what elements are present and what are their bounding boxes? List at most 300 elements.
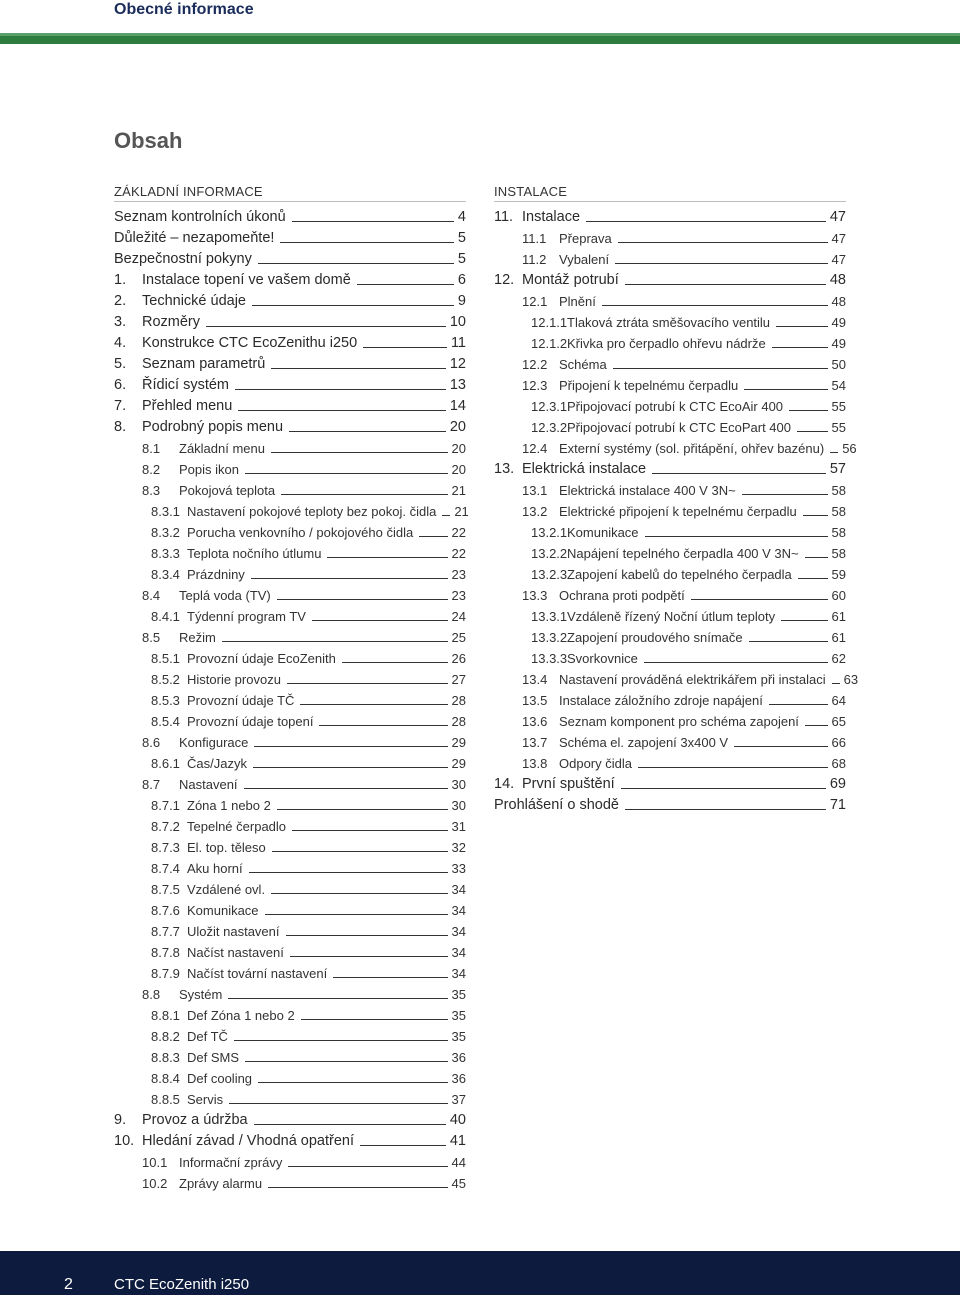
toc-entry[interactable] bbox=[114, 1170, 466, 1191]
toc-leader-line bbox=[268, 1187, 447, 1188]
toc-leader-line bbox=[618, 242, 828, 243]
toc-leader-line bbox=[245, 1061, 448, 1062]
toc-entry[interactable] bbox=[494, 309, 846, 330]
toc-leader-line bbox=[342, 662, 448, 663]
toc-entry-number: 13.8 bbox=[522, 756, 548, 771]
toc-entry-page: 62 bbox=[831, 651, 846, 666]
toc-entry-number: 8.7.9 bbox=[151, 966, 180, 981]
toc-entry-number: 8.3.2 bbox=[151, 525, 180, 540]
toc-entry-title: Nastavení pokojové teploty bez pokoj. čidla bbox=[187, 504, 437, 519]
toc-entry-number: 11.1 bbox=[522, 231, 547, 246]
toc-leader-line bbox=[798, 578, 828, 579]
toc-entry-number: 12.4 bbox=[522, 441, 548, 456]
toc-entry-title: Zóna 1 nebo 2 bbox=[187, 798, 271, 813]
toc-entry-title: Elektrické připojení k tepelnému čerpadlu bbox=[559, 504, 797, 519]
toc-entry[interactable] bbox=[494, 582, 846, 603]
toc-entry-number: 11. bbox=[494, 209, 514, 225]
toc-leader-line bbox=[602, 305, 828, 306]
toc-entry[interactable] bbox=[114, 792, 466, 813]
toc-leader-line bbox=[615, 263, 827, 264]
toc-entry[interactable] bbox=[494, 729, 846, 750]
toc-entry-number: 8.2 bbox=[142, 462, 161, 477]
toc-entry[interactable] bbox=[114, 309, 466, 330]
toc-leader-line bbox=[238, 410, 446, 411]
toc-entry-title: Křivka pro čerpadlo ohřevu nádrže bbox=[567, 336, 766, 351]
toc-entry-title: Vzdáleně řízený Noční útlum teploty bbox=[567, 609, 776, 624]
toc-entry-number: 10.1 bbox=[142, 1155, 168, 1170]
toc-entry[interactable] bbox=[114, 1107, 466, 1128]
toc-entry-number: 10.2 bbox=[142, 1176, 168, 1191]
toc-entry-page: 25 bbox=[451, 630, 466, 645]
toc-entry[interactable] bbox=[114, 687, 466, 708]
toc-entry-page: 69 bbox=[829, 776, 846, 792]
toc-entry[interactable] bbox=[114, 729, 466, 750]
header-section-title: Obecné informace bbox=[114, 1, 254, 18]
toc-entry-title: Podrobný popis menu bbox=[142, 419, 284, 435]
toc-leader-line bbox=[625, 809, 826, 810]
toc-entry-page: 6 bbox=[457, 272, 466, 288]
toc-entry-title: Vybalení bbox=[559, 252, 610, 267]
toc-entry[interactable] bbox=[494, 288, 846, 309]
toc-entry[interactable] bbox=[494, 519, 846, 540]
toc-entry-title: Zapojení kabelů do tepelného čerpadla bbox=[567, 567, 792, 582]
toc-entry-number: 8.7.8 bbox=[151, 945, 180, 960]
toc-entry-page: 21 bbox=[451, 483, 466, 498]
toc-entry-number: 13.2.1 bbox=[531, 525, 568, 540]
toc-leader-line bbox=[772, 347, 828, 348]
toc-leader-line bbox=[419, 536, 447, 537]
toc-entry[interactable] bbox=[114, 750, 466, 771]
toc-leader-line bbox=[638, 767, 828, 768]
toc-entry-page: 66 bbox=[831, 735, 846, 750]
toc-leader-line bbox=[286, 935, 448, 936]
toc-list bbox=[114, 204, 469, 1191]
toc-entry-number: 8.7.6 bbox=[151, 903, 180, 918]
toc-entry-number: 13.5 bbox=[522, 693, 548, 708]
toc-entry[interactable] bbox=[494, 204, 846, 225]
toc-entry-page: 34 bbox=[451, 903, 466, 918]
toc-entry-title: Hledání závad / Vhodná opatření bbox=[142, 1133, 355, 1149]
toc-leader-line bbox=[277, 809, 448, 810]
toc-leader-line bbox=[803, 515, 828, 516]
toc-entry-number: 8.8 bbox=[142, 987, 161, 1002]
toc-entry-page: 48 bbox=[829, 272, 846, 288]
toc-entry-number: 13.1 bbox=[522, 483, 548, 498]
toc-entry-page: 61 bbox=[831, 609, 846, 624]
toc-entry[interactable] bbox=[494, 246, 846, 267]
toc-entry-title: Připojení k tepelnému čerpadlu bbox=[559, 378, 739, 393]
toc-entry-number: 8.3 bbox=[142, 483, 161, 498]
toc-entry[interactable] bbox=[114, 918, 466, 939]
toc-entry-page: 32 bbox=[451, 840, 466, 855]
toc-entry[interactable] bbox=[494, 603, 846, 624]
header-green-bar-highlight bbox=[0, 33, 960, 36]
toc-entry-page: 36 bbox=[451, 1050, 466, 1065]
toc-entry-title: Uložit nastavení bbox=[187, 924, 280, 939]
toc-entry-title: Důležité – nezapomeňte! bbox=[114, 230, 275, 246]
toc-entry[interactable] bbox=[494, 393, 846, 414]
toc-entry-number: 8.5.3 bbox=[151, 693, 180, 708]
toc-entry-title: Porucha venkovního / pokojového čidla bbox=[187, 525, 414, 540]
toc-entry-page: 31 bbox=[451, 819, 466, 834]
toc-entry[interactable] bbox=[494, 498, 846, 519]
toc-leader-line bbox=[644, 662, 828, 663]
toc-entry[interactable] bbox=[114, 645, 466, 666]
toc-entry[interactable] bbox=[114, 939, 466, 960]
toc-entry-number: 4. bbox=[114, 335, 127, 351]
toc-entry-title: Čas/Jazyk bbox=[187, 756, 247, 771]
toc-leader-line bbox=[832, 683, 840, 684]
toc-leader-line bbox=[797, 431, 828, 432]
toc-entry[interactable] bbox=[114, 603, 466, 624]
toc-entry-page: 30 bbox=[451, 798, 466, 813]
toc-entry-page: 58 bbox=[831, 546, 846, 561]
toc-leader-line bbox=[229, 1103, 447, 1104]
toc-entry-page: 65 bbox=[831, 714, 846, 729]
toc-entry[interactable] bbox=[114, 246, 466, 267]
toc-entry-title: Načíst tovární nastavení bbox=[187, 966, 328, 981]
toc-leader-line bbox=[613, 368, 828, 369]
toc-entry[interactable] bbox=[494, 561, 846, 582]
toc-leader-line bbox=[301, 1019, 448, 1020]
toc-leader-line bbox=[288, 1166, 447, 1167]
toc-entry[interactable] bbox=[114, 225, 466, 246]
toc-leader-line bbox=[258, 1082, 447, 1083]
toc-entry-page: 5 bbox=[457, 230, 466, 246]
toc-leader-line bbox=[252, 305, 454, 306]
toc-leader-line bbox=[272, 851, 448, 852]
toc-entry[interactable] bbox=[114, 1002, 466, 1023]
toc-entry[interactable] bbox=[114, 1086, 466, 1107]
toc-entry[interactable] bbox=[114, 876, 466, 897]
toc-entry-number: 12. bbox=[494, 272, 515, 288]
toc-entry-title: Provozní údaje TČ bbox=[187, 693, 295, 708]
toc-entry-number: 2. bbox=[114, 293, 127, 309]
toc-leader-line bbox=[271, 893, 447, 894]
toc-leader-line bbox=[333, 977, 447, 978]
toc-entry[interactable] bbox=[114, 393, 466, 414]
toc-entry[interactable] bbox=[494, 708, 846, 729]
toc-leader-line bbox=[254, 1124, 446, 1125]
toc-entry-number: 8.1 bbox=[142, 441, 161, 456]
toc-entry-number: 8.5.4 bbox=[151, 714, 180, 729]
toc-leader-line bbox=[300, 704, 447, 705]
toc-entry[interactable] bbox=[114, 1044, 466, 1065]
toc-entry[interactable] bbox=[494, 372, 846, 393]
toc-entry-page: 59 bbox=[831, 567, 846, 582]
toc-entry-page: 34 bbox=[451, 966, 466, 981]
toc-entry-number: 13.2 bbox=[522, 504, 548, 519]
toc-entry-page: 41 bbox=[449, 1133, 466, 1149]
toc-entry-number: 10. bbox=[114, 1133, 135, 1149]
toc-leader-line bbox=[292, 830, 448, 831]
toc-entry-number: 12.1.2 bbox=[531, 336, 568, 351]
toc-entry[interactable] bbox=[494, 771, 846, 792]
toc-entry[interactable] bbox=[494, 645, 846, 666]
toc-entry[interactable] bbox=[114, 1065, 466, 1086]
toc-leader-line bbox=[234, 1040, 448, 1041]
toc-entry-page: 36 bbox=[451, 1071, 466, 1086]
toc-entry-page: 58 bbox=[831, 525, 846, 540]
toc-entry-page: 68 bbox=[831, 756, 846, 771]
toc-entry-title: Def TČ bbox=[187, 1029, 228, 1044]
toc-entry[interactable] bbox=[114, 351, 466, 372]
toc-list bbox=[494, 204, 859, 813]
toc-entry-title: Instalace bbox=[522, 209, 581, 225]
toc-entry-page: 28 bbox=[451, 714, 466, 729]
toc-entry[interactable] bbox=[114, 435, 466, 456]
toc-leader-line bbox=[442, 515, 450, 516]
toc-entry-title: Servis bbox=[187, 1092, 224, 1107]
toc-entry[interactable] bbox=[114, 414, 466, 435]
toc-leader-line bbox=[244, 788, 448, 789]
toc-entry-title: Provoz a údržba bbox=[142, 1112, 248, 1128]
toc-entry-number: 13.3 bbox=[522, 588, 548, 603]
toc-leader-line bbox=[280, 242, 454, 243]
toc-entry-number: 8. bbox=[114, 419, 127, 435]
toc-entry-number: 13. bbox=[494, 461, 515, 477]
toc-leader-line bbox=[621, 788, 826, 789]
toc-entry-page: 12 bbox=[449, 356, 466, 372]
toc-entry[interactable] bbox=[494, 750, 846, 771]
toc-entry-page: 49 bbox=[831, 315, 846, 330]
toc-leader-line bbox=[789, 410, 827, 411]
toc-entry-number: 13.2.3 bbox=[531, 567, 568, 582]
toc-entry[interactable] bbox=[114, 813, 466, 834]
toc-entry-title: Plnění bbox=[559, 294, 596, 309]
toc-leader-line bbox=[830, 452, 838, 453]
toc-entry[interactable] bbox=[114, 981, 466, 1002]
section-heading: ZÁKLADNÍ INFORMACE bbox=[114, 182, 466, 202]
toc-entry-title: Vzdálené ovl. bbox=[187, 882, 266, 897]
toc-entry-page: 4 bbox=[457, 209, 466, 225]
toc-leader-line bbox=[805, 725, 828, 726]
toc-entry-number: 8.7.5 bbox=[151, 882, 180, 897]
toc-entry-number: 8.3.1 bbox=[151, 504, 180, 519]
toc-entry-title: Def cooling bbox=[187, 1071, 253, 1086]
toc-leader-line bbox=[625, 284, 826, 285]
toc-entry-page: 14 bbox=[449, 398, 466, 414]
toc-entry[interactable] bbox=[114, 267, 466, 288]
toc-entry-number: 8.6 bbox=[142, 735, 161, 750]
toc-entry[interactable] bbox=[114, 771, 466, 792]
toc-entry-number: 8.7.7 bbox=[151, 924, 180, 939]
toc-entry-title: Komunikace bbox=[187, 903, 259, 918]
toc-entry-page: 45 bbox=[451, 1176, 466, 1191]
toc-leader-line bbox=[749, 641, 828, 642]
toc-leader-line bbox=[251, 578, 448, 579]
toc-entry[interactable] bbox=[114, 582, 466, 603]
toc-entry-number: 12.3 bbox=[522, 378, 548, 393]
toc-entry-title: Režim bbox=[179, 630, 216, 645]
toc-entry-page: 35 bbox=[451, 1008, 466, 1023]
toc-leader-line bbox=[271, 452, 448, 453]
toc-entry-page: 23 bbox=[451, 567, 466, 582]
toc-entry[interactable] bbox=[114, 666, 466, 687]
toc-leader-line bbox=[228, 998, 447, 999]
toc-entry-title: Systém bbox=[179, 987, 223, 1002]
toc-entry-page: 33 bbox=[451, 861, 466, 876]
toc-entry[interactable] bbox=[494, 267, 846, 288]
toc-entry-number: 8.5.1 bbox=[151, 651, 180, 666]
toc-leader-line bbox=[586, 221, 826, 222]
toc-leader-line bbox=[805, 557, 828, 558]
toc-entry-title: Seznam komponent pro schéma zapojení bbox=[559, 714, 799, 729]
toc-entry-title: Schéma bbox=[559, 357, 607, 372]
toc-entry-number: 12.1.1 bbox=[531, 315, 568, 330]
toc-entry-number: 12.3.2 bbox=[531, 420, 568, 435]
toc-entry[interactable] bbox=[114, 960, 466, 981]
toc-entry-title: Připojovací potrubí k CTC EcoPart 400 bbox=[567, 420, 791, 435]
toc-entry-page: 60 bbox=[831, 588, 846, 603]
toc-entry[interactable] bbox=[494, 540, 846, 561]
toc-leader-line bbox=[742, 494, 828, 495]
toc-entry[interactable] bbox=[114, 834, 466, 855]
toc-entry-page: 20 bbox=[451, 441, 466, 456]
toc-leader-line bbox=[235, 389, 446, 390]
toc-entry-page: 27 bbox=[451, 672, 466, 687]
toc-entry-number: 8.7.2 bbox=[151, 819, 180, 834]
toc-entry-page: 55 bbox=[831, 420, 846, 435]
toc-entry-number: 13.3.1 bbox=[531, 609, 568, 624]
toc-entry[interactable] bbox=[114, 330, 466, 351]
toc-entry[interactable] bbox=[494, 687, 846, 708]
toc-entry-number: 1. bbox=[114, 272, 127, 288]
toc-entry-title: Tlaková ztráta směšovacího ventilu bbox=[567, 315, 771, 330]
toc-entry-number: 13.4 bbox=[522, 672, 548, 687]
toc-entry[interactable] bbox=[494, 666, 859, 687]
toc-entry-title: Historie provozu bbox=[187, 672, 281, 687]
toc-entry-number: 13.7 bbox=[522, 735, 548, 750]
toc-entry-page: 24 bbox=[451, 609, 466, 624]
toc-entry-title: Instalace topení ve vašem domě bbox=[142, 272, 351, 288]
toc-entry-page: 58 bbox=[831, 483, 846, 498]
toc-entry-page: 37 bbox=[451, 1092, 466, 1107]
toc-entry[interactable] bbox=[494, 456, 846, 477]
toc-entry-title: Odpory čidla bbox=[559, 756, 632, 771]
toc-entry[interactable] bbox=[114, 855, 466, 876]
toc-entry-page: 11 bbox=[450, 335, 466, 351]
toc-entry-page: 61 bbox=[831, 630, 846, 645]
toc-entry[interactable] bbox=[114, 456, 466, 477]
toc-leader-line bbox=[271, 368, 446, 369]
toc-entry[interactable] bbox=[494, 330, 846, 351]
toc-entry-page: 56 bbox=[842, 441, 857, 456]
toc-entry-number: 8.4.1 bbox=[151, 609, 180, 624]
toc-entry-title: Bezpečnostní pokyny bbox=[114, 251, 252, 267]
toc-leader-line bbox=[265, 914, 448, 915]
toc-entry-title: Seznam parametrů bbox=[142, 356, 266, 372]
toc-entry-title: Externí systémy (sol. přitápění, ohřev bazénu) bbox=[559, 441, 825, 456]
toc-entry-title: El. top. těleso bbox=[187, 840, 266, 855]
page-title: Obsah bbox=[114, 128, 183, 153]
toc-entry[interactable] bbox=[114, 1149, 466, 1170]
toc-leader-line bbox=[277, 599, 448, 600]
toc-entry-title: Popis ikon bbox=[179, 462, 239, 477]
toc-entry-title: Aku horní bbox=[187, 861, 243, 876]
toc-entry-page: 50 bbox=[831, 357, 846, 372]
toc-entry-number: 8.8.4 bbox=[151, 1071, 180, 1086]
toc-entry-page: 29 bbox=[451, 756, 466, 771]
toc-entry[interactable] bbox=[114, 561, 466, 582]
toc-entry-number: 8.7.4 bbox=[151, 861, 180, 876]
toc-leader-line bbox=[734, 746, 827, 747]
toc-entry-title: Def Zóna 1 nebo 2 bbox=[187, 1008, 295, 1023]
toc-entry-page: 44 bbox=[451, 1155, 466, 1170]
toc-entry-number: 5. bbox=[114, 356, 127, 372]
toc-entry-page: 10 bbox=[449, 314, 466, 330]
toc-entry-number: 14. bbox=[494, 776, 515, 792]
toc-leader-line bbox=[249, 872, 448, 873]
toc-entry-title: Nastavení bbox=[179, 777, 238, 792]
toc-entry-number: 12.1 bbox=[522, 294, 548, 309]
toc-entry[interactable] bbox=[114, 624, 466, 645]
toc-entry[interactable] bbox=[114, 897, 466, 918]
toc-entry-title: Prohlášení o shodě bbox=[494, 797, 619, 813]
toc-entry-title: Nastavení prováděná elektrikářem při instalaci bbox=[559, 672, 826, 687]
toc-leader-line bbox=[287, 683, 448, 684]
toc-entry[interactable] bbox=[494, 225, 846, 246]
toc-entry[interactable] bbox=[494, 792, 846, 813]
toc-entry-number: 8.5.2 bbox=[151, 672, 180, 687]
toc-entry[interactable] bbox=[114, 372, 466, 393]
toc-entry-page: 28 bbox=[451, 693, 466, 708]
toc-leader-line bbox=[290, 956, 448, 957]
toc-entry[interactable] bbox=[114, 540, 466, 561]
toc-entry[interactable] bbox=[114, 1023, 466, 1044]
toc-entry-title: Týdenní program TV bbox=[187, 609, 306, 624]
toc-entry[interactable] bbox=[114, 498, 469, 519]
toc-entry[interactable] bbox=[114, 477, 466, 498]
toc-entry[interactable] bbox=[114, 288, 466, 309]
toc-entry-page: 54 bbox=[831, 378, 846, 393]
toc-entry-title: Informační zprávy bbox=[179, 1155, 283, 1170]
toc-leader-line bbox=[254, 746, 447, 747]
toc-entry-number: 13.3.2 bbox=[531, 630, 568, 645]
toc-entry-title: Technické údaje bbox=[142, 293, 246, 309]
toc-entry-page: 58 bbox=[831, 504, 846, 519]
toc-entry-title: Rozměry bbox=[142, 314, 201, 330]
toc-entry-number: 8.3.3 bbox=[151, 546, 180, 561]
toc-entry[interactable] bbox=[494, 477, 846, 498]
toc-entry-number: 8.6.1 bbox=[151, 756, 180, 771]
toc-entry-number: 13.2.2 bbox=[531, 546, 568, 561]
toc-entry[interactable] bbox=[494, 435, 857, 456]
toc-entry[interactable] bbox=[494, 351, 846, 372]
section-heading: INSTALACE bbox=[494, 182, 846, 202]
toc-entry[interactable] bbox=[494, 624, 846, 645]
toc-entry-number: 8.7.3 bbox=[151, 840, 180, 855]
toc-entry[interactable] bbox=[114, 1128, 466, 1149]
toc-leader-line bbox=[360, 1145, 446, 1146]
toc-entry-number: 13.3.3 bbox=[531, 651, 568, 666]
toc-leader-line bbox=[363, 347, 447, 348]
toc-entry-number: 12.3.1 bbox=[531, 399, 568, 414]
toc-entry-title: Zprávy alarmu bbox=[179, 1176, 263, 1191]
toc-entry[interactable] bbox=[114, 708, 466, 729]
toc-entry[interactable] bbox=[494, 414, 846, 435]
toc-entry-page: 47 bbox=[831, 252, 846, 267]
toc-entry-number: 8.7 bbox=[142, 777, 161, 792]
toc-entry-page: 20 bbox=[449, 419, 466, 435]
toc-entry-page: 35 bbox=[451, 1029, 466, 1044]
toc-entry[interactable] bbox=[114, 204, 466, 225]
toc-entry-page: 23 bbox=[451, 588, 466, 603]
toc-entry-number: 3. bbox=[114, 314, 127, 330]
toc-entry-page: 48 bbox=[831, 294, 846, 309]
toc-entry[interactable] bbox=[114, 519, 466, 540]
toc-entry-title: Přeprava bbox=[559, 231, 612, 246]
